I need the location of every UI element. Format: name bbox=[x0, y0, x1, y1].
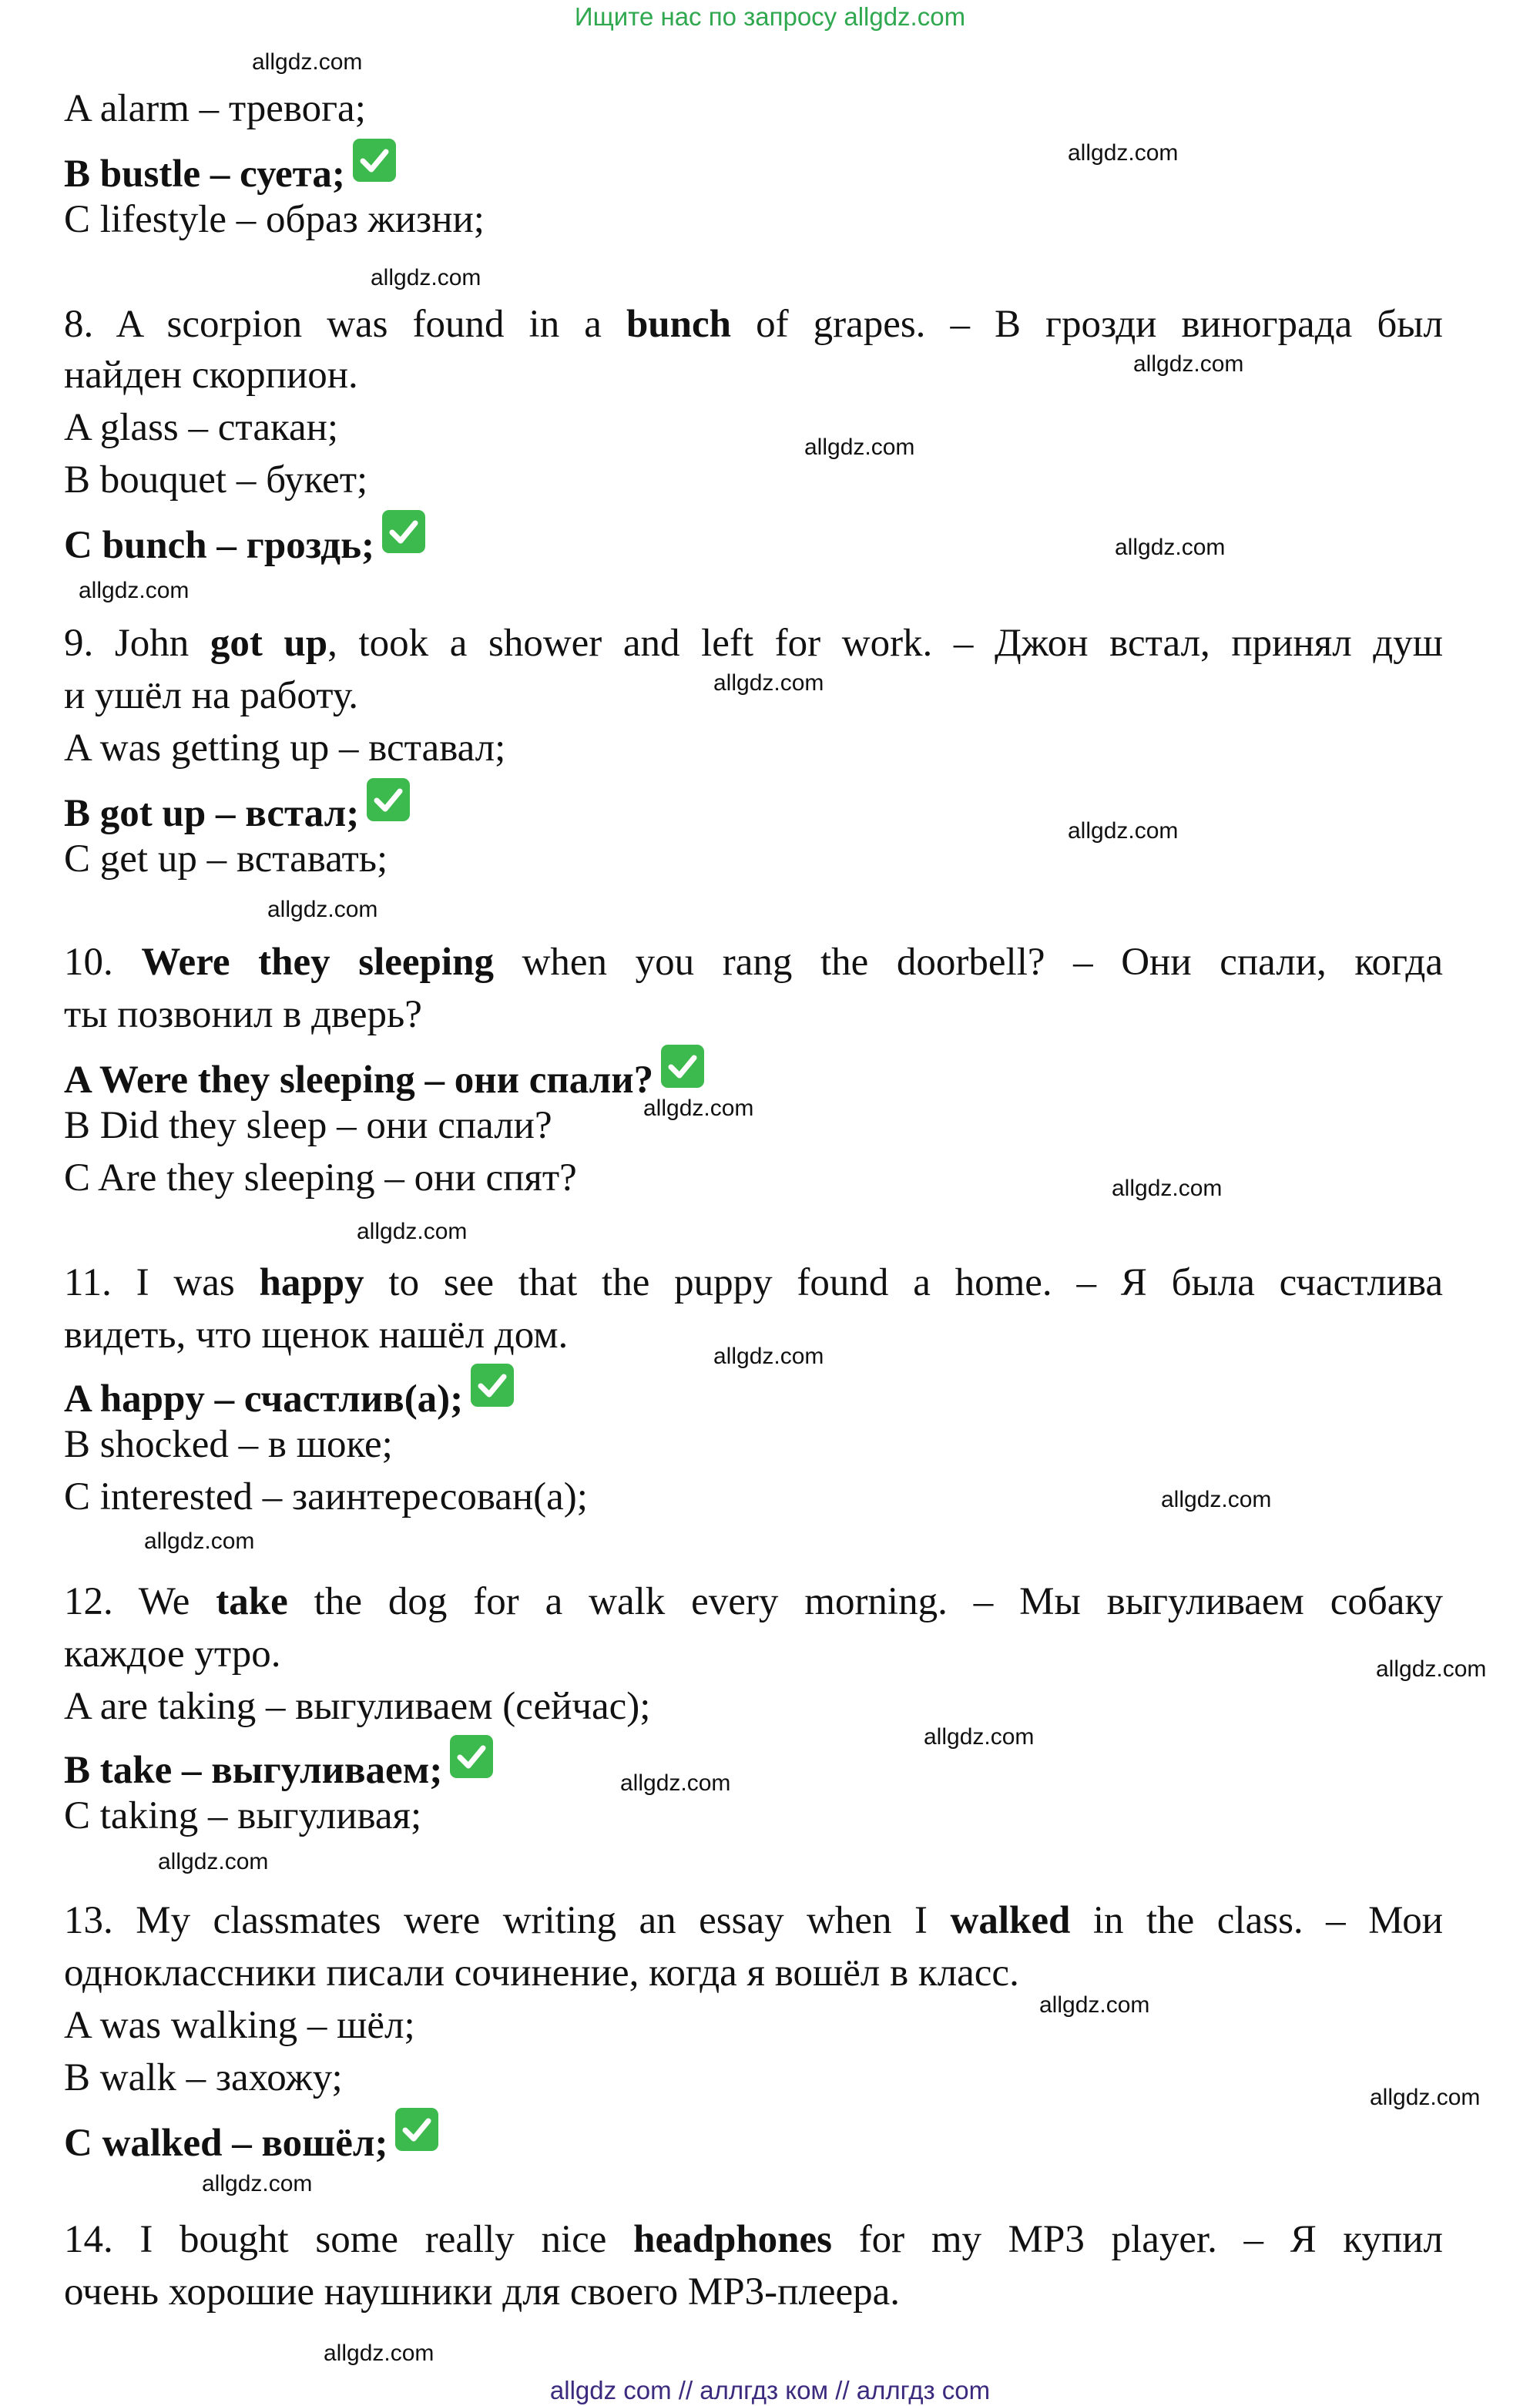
answer-line: A happy – счастлив(а); bbox=[64, 1364, 1443, 1424]
check-mark-icon bbox=[395, 2108, 438, 2151]
question-line: 8. A scorpion was found in a bunch of grapes. – В грозди винограда был bbox=[64, 303, 1443, 346]
watermark: allgdz.com bbox=[79, 578, 190, 603]
option-line: A are taking – выгуливаем (сейчас); bbox=[64, 1685, 651, 1728]
watermark: allgdz.com bbox=[1039, 1992, 1150, 2018]
check-mark-icon bbox=[367, 778, 410, 821]
watermark: allgdz.com bbox=[804, 435, 915, 460]
answer-line: C walked – вошёл; bbox=[64, 2108, 1443, 2169]
check-mark-icon bbox=[661, 1045, 704, 1088]
question-line: 9. John got up, took a shower and left for work. – Джон встал, принял душ bbox=[64, 622, 1443, 665]
question-line: найден скорпион. bbox=[64, 354, 358, 397]
check-mark-icon bbox=[450, 1735, 493, 1778]
question-line: каждое утро. bbox=[64, 1633, 281, 1676]
watermark: allgdz.com bbox=[620, 1770, 731, 1796]
watermark: allgdz.com bbox=[1115, 535, 1226, 560]
answer-line: C bunch – гроздь; bbox=[64, 510, 1443, 571]
question-line: одноклассники писали сочинение, когда я вошёл в класс. bbox=[64, 1951, 1019, 1995]
answer-line: A Were they sleeping – они спали? bbox=[64, 1045, 1443, 1106]
watermark: allgdz.com bbox=[371, 265, 481, 290]
check-mark-icon bbox=[353, 139, 396, 182]
option-line: A alarm – тревога; bbox=[64, 87, 366, 130]
watermark: allgdz.com bbox=[1068, 818, 1179, 844]
option-line: C interested – заинтересован(а); bbox=[64, 1475, 588, 1518]
watermark: allgdz.com bbox=[144, 1528, 255, 1554]
watermark: allgdz.com bbox=[1376, 1656, 1487, 1682]
watermark: allgdz.com bbox=[1370, 2085, 1481, 2110]
top-banner: Ищите нас по запросу allgdz.com bbox=[574, 2, 966, 31]
watermark: allgdz.com bbox=[1112, 1176, 1223, 1201]
watermark: allgdz.com bbox=[924, 1724, 1035, 1750]
question-line: 14. I bought some really nice headphones for my MP3 player. – Я купил bbox=[64, 2218, 1443, 2261]
answer-line: B bustle – суета; bbox=[64, 139, 1443, 200]
watermark: allgdz.com bbox=[1068, 140, 1179, 166]
watermark: allgdz.com bbox=[713, 670, 824, 696]
watermark: allgdz.com bbox=[267, 897, 378, 922]
option-line: C lifestyle – образ жизни; bbox=[64, 198, 485, 241]
option-line: B walk – захожу; bbox=[64, 2056, 343, 2099]
watermark: allgdz.com bbox=[713, 1344, 824, 1369]
option-line: A glass – стакан; bbox=[64, 406, 339, 449]
watermark: allgdz.com bbox=[643, 1096, 754, 1121]
question-line: 10. Were they sleeping when you rang the doorbell? – Они спали, когда bbox=[64, 941, 1444, 984]
check-mark-icon bbox=[382, 510, 425, 553]
option-line: B bouquet – букет; bbox=[64, 458, 368, 502]
watermark: allgdz.com bbox=[202, 2171, 313, 2196]
option-line: B Did they sleep – они спали? bbox=[64, 1104, 552, 1147]
watermark: allgdz.com bbox=[158, 1849, 269, 1874]
question-line: 13. My classmates were writing an essay when I walked in the class. – Мои bbox=[64, 1899, 1443, 1942]
question-line: 11. I was happy to see that the puppy found a home. – Я была счастлива bbox=[64, 1261, 1444, 1304]
option-line: C get up – вставать; bbox=[64, 837, 388, 881]
question-line: ты позвонил в дверь? bbox=[64, 993, 422, 1036]
watermark: allgdz.com bbox=[1161, 1487, 1272, 1512]
answer-line: B got up – встал; bbox=[64, 778, 1443, 839]
answer-line: B take – выгуливаем; bbox=[64, 1735, 1443, 1796]
question-line: видеть, что щенок нашёл дом. bbox=[64, 1314, 569, 1357]
option-line: A was walking – шёл; bbox=[64, 2004, 415, 2047]
watermark: allgdz.com bbox=[1133, 351, 1244, 377]
option-line: B shocked – в шоке; bbox=[64, 1423, 393, 1466]
question-line: и ушёл на работу. bbox=[64, 674, 359, 717]
question-line: очень хорошие наушники для своего MP3-плеера. bbox=[64, 2270, 901, 2314]
footer: allgdz com // аллгдз ком // аллгдз com bbox=[549, 2376, 991, 2404]
option-line: C Are they sleeping – они спят? bbox=[64, 1156, 577, 1200]
watermark: allgdz.com bbox=[324, 2341, 434, 2366]
option-line: C taking – выгуливая; bbox=[64, 1794, 422, 1837]
watermark: allgdz.com bbox=[252, 49, 363, 75]
question-line: 12. We take the dog for a walk every morning. – Мы выгуливаем собаку bbox=[64, 1580, 1443, 1623]
option-line: A was getting up – вставал; bbox=[64, 726, 506, 770]
check-mark-icon bbox=[471, 1364, 514, 1407]
watermark: allgdz.com bbox=[357, 1219, 468, 1244]
